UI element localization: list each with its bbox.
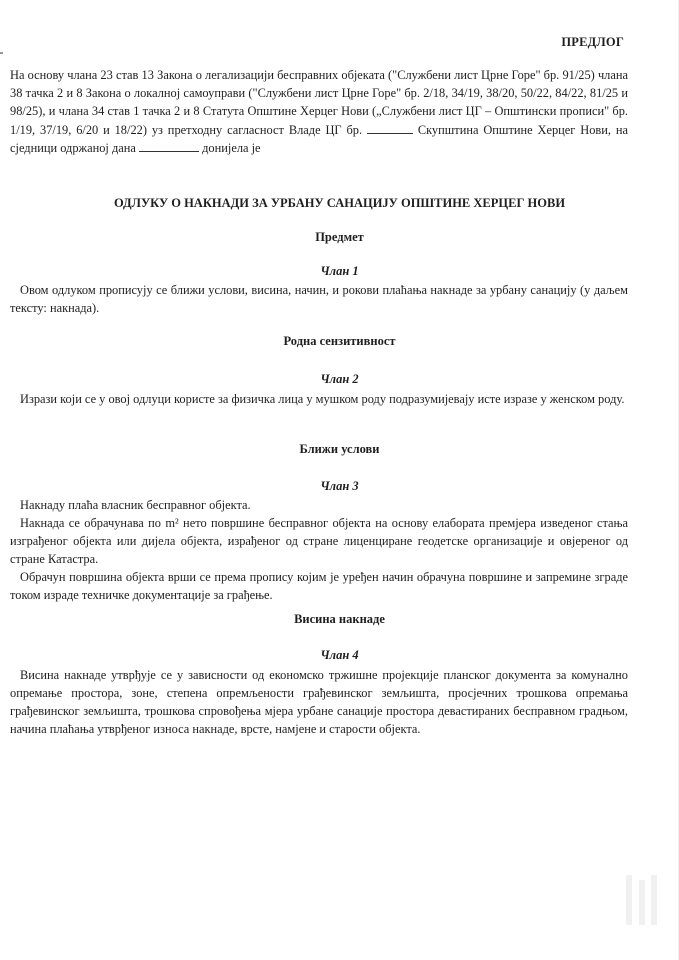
article-1-paragraph: Овом одлуком прописују се ближи услови, висина, начин, и рокови плаћања накнаде за урбану санацију (у даљем тексту: накнада). (10, 283, 628, 315)
preamble-text-2: Скупштина Општине Херцег Нови, на сједници одржаној дана (10, 122, 628, 155)
article-1-body (10, 281, 628, 317)
preamble-text-1: На основу члана 23 став 13 Закона о легализацији бесправних објеката ("Службени лист Црне Горе" бр. 91/25) члана 38 тачка 2 и 8 Закона о локалној самоуправи ("Службени лист Црне Горе" бр. 2/18, 34/19, 38/20, 50/22, 84/22, 81/25 и 98/25), и члана 34 став 1 тачка 2 и 8 Статута Општине Херцег Нови („Службени лист ЦГ – Општински прописи" бр. 1/19, 37/19, 6/20 и 18/22) уз претходну сагласност Владе ЦГ бр. (10, 68, 628, 137)
article-2-paragraph: Изрази који се у овој одлуци користе за физичка лица у мушком роду подразумијевају исте изразе у женском роду. (20, 392, 625, 406)
scan-margin-mark (0, 52, 3, 54)
blank-line-decision-number (367, 122, 413, 134)
article-4-paragraph: Висина накнаде утврђује се у зависности од економско тржишне пројекције планског документа за комунално опремање простора, зоне, степена опремљености грађевинског земљишта, просјечних трошкова опремања грађевинског земљишта, трошкова спровођења мјера урбане санације простора девастираних бесправном градњом, начина плаћања утврђеног износа накнаде, врсте, намјене и старости објекта. (10, 668, 628, 736)
section-heading-gender: Родна сензитивност (283, 334, 396, 348)
faint-scan-artifact (621, 870, 661, 930)
article-4-label: Члан 4 (320, 648, 359, 662)
section-heading-conditions: Ближи услови (299, 442, 380, 456)
blank-line-date (139, 140, 199, 152)
article-3-label: Члан 3 (320, 479, 359, 493)
section-heading-amount: Висина накнаде (294, 612, 385, 626)
article-4-body (10, 666, 628, 738)
document-title: ОДЛУКУ О НАКНАДИ ЗА УРБАНУ САНАЦИЈУ ОПШТИНЕ ХЕРЦЕГ НОВИ (113, 196, 566, 210)
section-heading-subject: Предмет (315, 230, 364, 244)
preamble-text-3: донијела је (202, 140, 261, 155)
article-1-label: Члан 1 (320, 264, 359, 278)
article-2-body (10, 390, 628, 408)
article-3-paragraph-2: Накнада се обрачунава по m² нето површине бесправног објекта на основу елабората премјера изведеног стања изграђеног објекта или дијела објекта, израђеног од стране лиценциране геодетске организације и овјереног од стране Катастра. (10, 516, 628, 566)
article-3-paragraph-3: Обрачун површина објекта врши се према пропису којим је уређен начин обрачуна површине и запремине зграде током израде техничке документације за грађење. (10, 570, 628, 602)
preamble (10, 66, 628, 157)
proposal-label: ПРЕДЛОГ (561, 35, 624, 49)
article-2-label: Члан 2 (320, 372, 359, 386)
article-3-paragraph-1: Накнаду плаћа власник бесправног објекта. (20, 498, 251, 512)
article-3-body (10, 496, 628, 604)
